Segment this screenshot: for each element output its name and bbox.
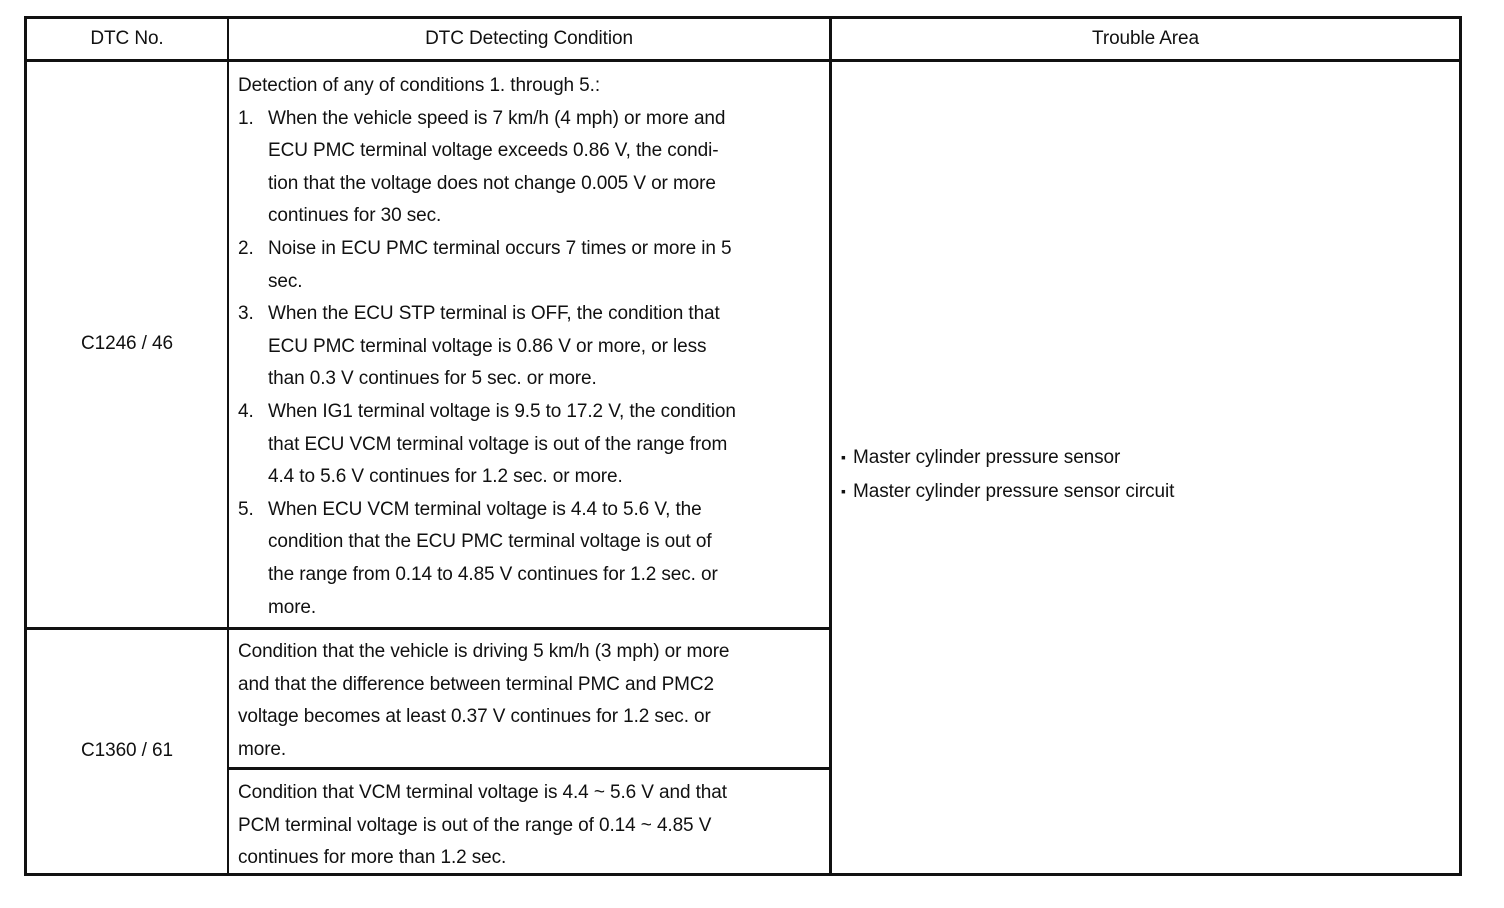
condition-line: When the vehicle speed is 7 km/h (4 mph) or more and xyxy=(268,107,726,129)
header-trouble-area-label: Trouble Area xyxy=(1092,27,1199,49)
condition-text xyxy=(268,494,826,624)
condition-text xyxy=(268,103,826,233)
condition-cell-c1360-a xyxy=(238,636,826,766)
condition-line: When IG1 terminal voltage is 9.5 to 17.2 V, the condition xyxy=(268,400,736,422)
condition-line: ECU PMC terminal voltage exceeds 0.86 V, the condi- xyxy=(268,140,719,162)
condition-item-5 xyxy=(238,494,826,624)
header-dtc-no xyxy=(27,19,227,59)
condition-line: more. xyxy=(238,738,287,760)
column-divider xyxy=(227,16,229,876)
condition-text xyxy=(268,233,826,298)
column-divider xyxy=(829,16,832,876)
bullet-icon: ▪ xyxy=(841,482,846,499)
trouble-area-text: Master cylinder pressure sensor circuit xyxy=(853,480,1175,502)
condition-number: 2. xyxy=(238,237,254,259)
trouble-area-text: Master cylinder pressure sensor xyxy=(853,447,1121,468)
header-condition xyxy=(229,19,829,59)
header-trouble-area xyxy=(832,19,1459,59)
condition-cell-c1360-b xyxy=(238,777,826,875)
condition-number: 3. xyxy=(238,303,254,325)
condition-line: 4.4 to 5.6 V continues for 1.2 sec. or more. xyxy=(268,466,623,488)
header-condition-label: DTC Detecting Condition xyxy=(425,27,633,49)
header-dtc-no-label: DTC No. xyxy=(90,27,164,49)
condition-item-1 xyxy=(238,103,826,233)
condition-item-2 xyxy=(238,233,826,298)
condition-item-4 xyxy=(238,396,826,494)
condition-line: Condition that the vehicle is driving 5 km/h (3 mph) or more xyxy=(238,641,730,662)
condition-line: When ECU VCM terminal voltage is 4.4 to 5.6 V, the xyxy=(268,498,702,520)
condition-line: Condition that VCM terminal voltage is 4.4 ~ 5.6 V and that xyxy=(238,782,727,803)
condition-text xyxy=(268,396,826,494)
condition-line: tion that the voltage does not change 0.005 V or more xyxy=(268,172,716,194)
condition-line: voltage becomes at least 0.37 V continues for 1.2 sec. or xyxy=(238,706,711,728)
trouble-area-cell xyxy=(841,441,1451,508)
condition-number: 1. xyxy=(238,107,254,129)
condition-line: Noise in ECU PMC terminal occurs 7 times or more in 5 xyxy=(268,237,732,259)
condition-line: condition that the ECU PMC terminal voltage is out of xyxy=(268,531,712,553)
condition-text xyxy=(268,298,826,396)
trouble-area-item xyxy=(841,441,1451,475)
condition-line: ECU PMC terminal voltage is 0.86 V or more, or less xyxy=(268,335,707,357)
condition-line: and that the difference between terminal PMC and PMC2 xyxy=(238,673,714,695)
condition-item-3 xyxy=(238,298,826,396)
bullet-icon: ▪ xyxy=(841,449,846,465)
condition-line: sec. xyxy=(268,270,303,292)
condition-line: continues for more than 1.2 sec. xyxy=(238,847,507,869)
condition-cell-c1246 xyxy=(238,70,826,624)
subrow-divider xyxy=(228,767,830,770)
condition-line: the range from 0.14 to 4.85 V continues for 1.2 sec. or xyxy=(268,563,718,585)
dtc-code-label: C1360 / 61 xyxy=(81,740,173,762)
condition-line: continues for 30 sec. xyxy=(268,205,442,227)
trouble-area-item xyxy=(841,475,1451,509)
condition-number: 5. xyxy=(238,498,254,520)
condition-line: more. xyxy=(268,596,317,618)
condition-line: that ECU VCM terminal voltage is out of the range from xyxy=(268,433,728,455)
header-divider xyxy=(24,59,1462,62)
dtc-code-label: C1246 / 46 xyxy=(81,333,173,355)
condition-number: 4. xyxy=(238,400,254,422)
dtc-code-c1360 xyxy=(27,630,227,873)
condition-line: When the ECU STP terminal is OFF, the condition that xyxy=(268,303,720,325)
dtc-code-c1246 xyxy=(27,62,227,627)
condition-intro: Detection of any of conditions 1. through 5.: xyxy=(238,75,601,96)
condition-line: PCM terminal voltage is out of the range of 0.14 ~ 4.85 V xyxy=(238,814,712,836)
condition-line: than 0.3 V continues for 5 sec. or more. xyxy=(268,368,597,390)
